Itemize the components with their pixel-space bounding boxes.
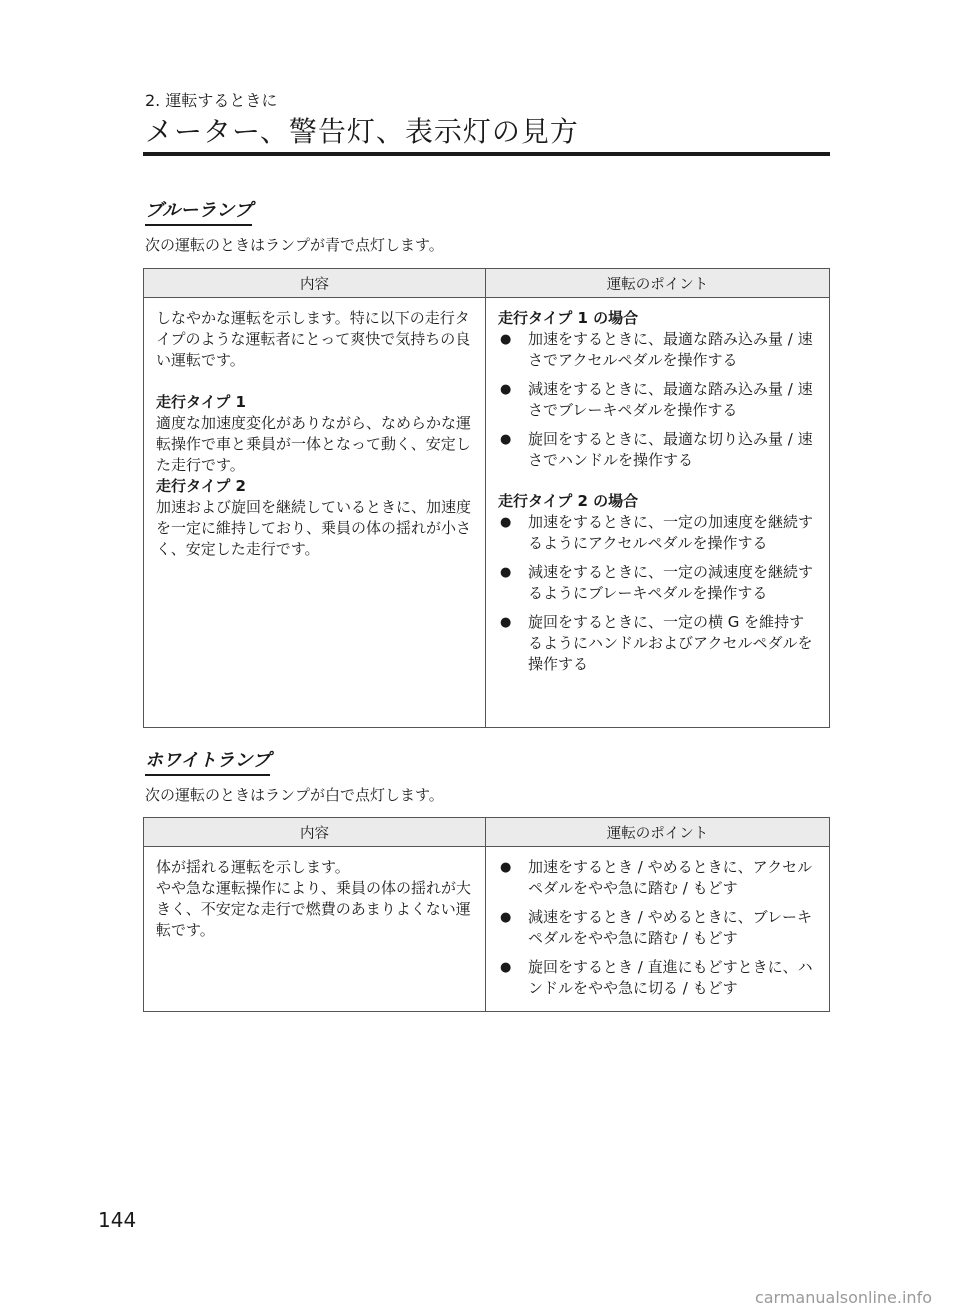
bullet-icon: ● (500, 910, 512, 925)
bullet-icon: ● (500, 332, 512, 347)
bullet-icon: ● (500, 515, 512, 530)
title-divider (143, 152, 830, 156)
list-item (498, 612, 817, 675)
list-item-text: 旋回をするときに、一定の横 G を維持するようにハンドルおよびアクセルペダルを操作する (528, 613, 813, 673)
watermark: carmanualsonline.info (754, 1288, 932, 1307)
points-group1-list (498, 329, 817, 471)
content-cell (144, 298, 486, 728)
page-number: 144 (98, 1208, 137, 1232)
list-item-text: 旋回をするときに、最適な切り込み量 / 速さでハンドルを操作する (528, 430, 813, 469)
chapter-heading: 2. 運転するときに (145, 91, 278, 110)
type2-text: 加速および旋回を継続しているときに、加速度を一定に維持しており、乗員の体の揺れが小さく、安定した走行です。 (156, 498, 472, 558)
section-title-blue-lamp: ブルーランプ (145, 200, 252, 226)
list-item-text: 減速をするとき / やめるときに、ブレーキペダルをやや急に踏む / もどす (528, 908, 812, 947)
bullet-icon: ● (500, 565, 512, 580)
bullet-icon: ● (500, 960, 512, 975)
bullet-icon: ● (500, 615, 512, 630)
table-header-points: 運転のポイント (486, 269, 830, 298)
points-group2-list (498, 512, 817, 675)
points-group1-title: 走行タイプ 1 の場合 (498, 309, 639, 327)
section-title-white-lamp: ホワイトランプ (145, 750, 270, 776)
points-cell (486, 298, 830, 728)
list-item-text: 加速をするとき / やめるときに、アクセルペダルをやや急に踏む / もどす (528, 858, 813, 897)
content-line-2: やや急な運転操作により、乗員の体の揺れが大きく、不安定な走行で燃費のあまりよくない運転です。 (156, 879, 472, 939)
content-intro: しなやかな運転を示します。特に以下の走行タイプのような運転者にとって爽快で気持ちの良い運転です。 (156, 309, 471, 369)
list-item (498, 329, 817, 371)
page-title: メーター、警告灯、表示灯の見方 (145, 115, 579, 148)
points-group2-title: 走行タイプ 2 の場合 (498, 492, 639, 510)
table-header-content: 内容 (144, 269, 486, 298)
list-item (498, 512, 817, 554)
table-header-content: 内容 (144, 818, 486, 847)
list-item-text: 減速をするときに、最適な踏み込み量 / 速さでブレーキペダルを操作する (528, 380, 813, 419)
list-item (498, 957, 817, 999)
points-cell (486, 847, 830, 1012)
bullet-icon: ● (500, 860, 512, 875)
list-item (498, 562, 817, 604)
list-item-text: 加速をするときに、最適な踏み込み量 / 速さでアクセルペダルを操作する (528, 330, 813, 369)
list-item (498, 379, 817, 421)
list-item-text: 加速をするときに、一定の加速度を継続するようにアクセルペダルを操作する (528, 513, 814, 552)
bullet-icon: ● (500, 432, 512, 447)
section-description-blue-lamp: 次の運転のときはランプが青で点灯します。 (145, 236, 444, 254)
list-item-text: 減速をするときに、一定の減速度を継続するようにブレーキペダルを操作する (528, 563, 814, 602)
content-line-1: 体が揺れる運転を示します。 (156, 858, 350, 876)
list-item (498, 857, 817, 899)
section-description-white-lamp: 次の運転のときはランプが白で点灯します。 (145, 786, 444, 804)
white-lamp-table (143, 817, 830, 1012)
blue-lamp-table (143, 268, 830, 728)
table-header-points: 運転のポイント (486, 818, 830, 847)
list-item-text: 旋回をするとき / 直進にもどすときに、ハンドルをやや急に切る / もどす (528, 958, 813, 997)
list-item (498, 907, 817, 949)
content-cell (144, 847, 486, 1012)
points-list (498, 857, 817, 999)
bullet-icon: ● (500, 382, 512, 397)
type2-title: 走行タイプ 2 (156, 477, 246, 495)
type1-text: 適度な加速度変化がありながら、なめらかな運転操作で車と乗員が一体となって動く、安定した走行です。 (156, 414, 472, 474)
type1-title: 走行タイプ 1 (156, 393, 246, 411)
list-item (498, 429, 817, 471)
